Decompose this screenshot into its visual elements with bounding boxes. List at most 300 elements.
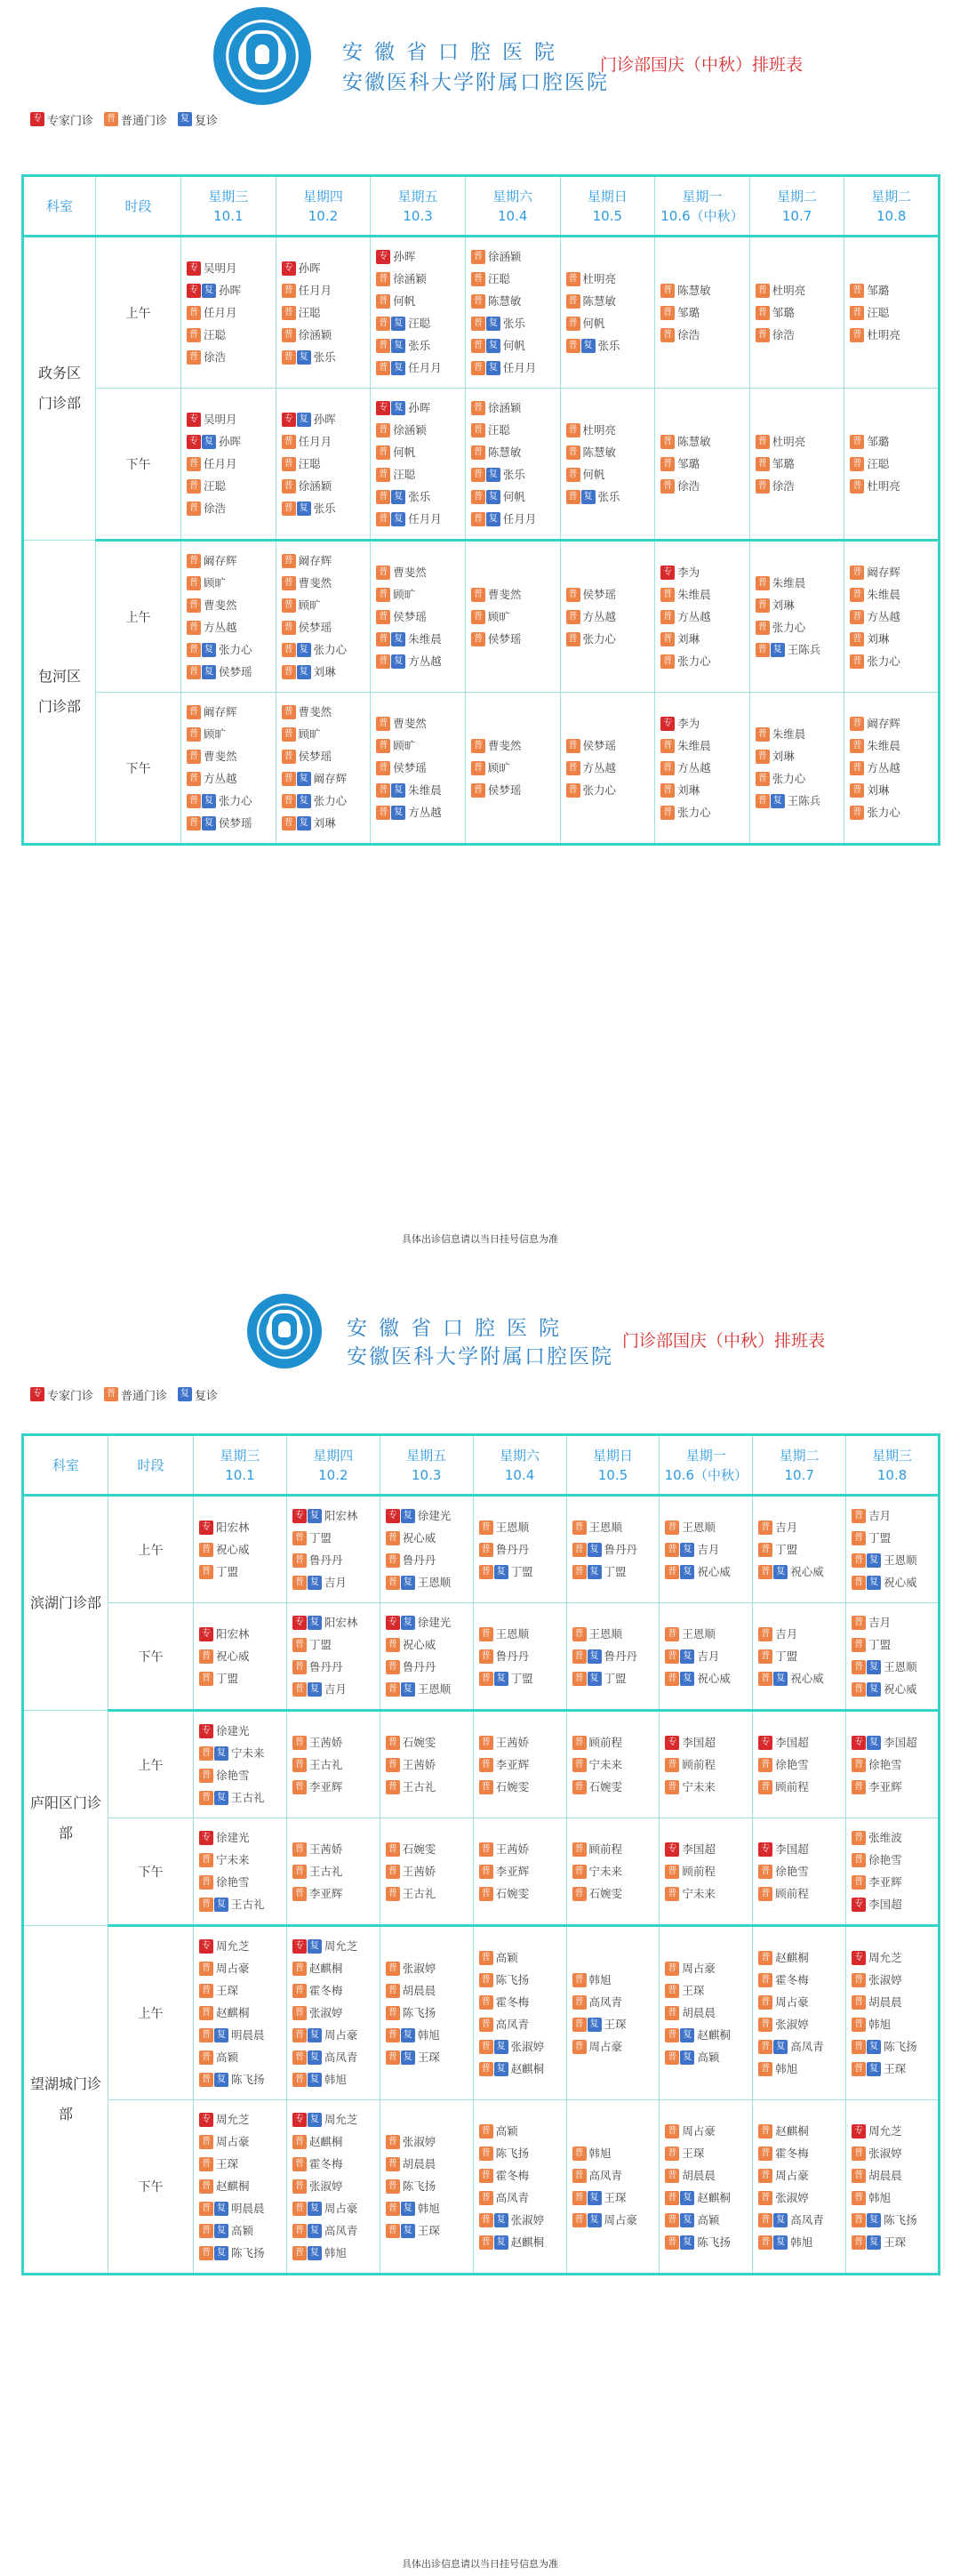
legend-expert <box>30 111 93 128</box>
followup-tag-icon: 复 <box>867 1682 881 1697</box>
day-schedule-cell <box>473 1711 566 1818</box>
general-tag-icon: 普 <box>852 2169 866 2183</box>
day-schedule-cell <box>749 541 844 693</box>
general-tag-icon: 普 <box>665 1887 679 1901</box>
doctor-name: 朱维晨 <box>677 587 711 601</box>
general-tag-icon: 普 <box>665 2213 679 2227</box>
general-tag-icon: 普 <box>282 435 296 449</box>
doctor-name: 王琛 <box>417 2050 440 2064</box>
general-tag-icon: 普 <box>852 2191 866 2205</box>
doctor-entry <box>850 432 934 452</box>
doctor-entry <box>572 1647 656 1666</box>
general-tag-icon: 普 <box>199 1875 213 1890</box>
doctor-entry <box>282 791 367 811</box>
general-tag-icon: 普 <box>104 1387 118 1401</box>
doctor-name: 王恩顺 <box>682 1520 716 1534</box>
doctor-name: 张乐 <box>408 490 431 503</box>
doctor-entry <box>850 607 934 627</box>
day-schedule-cell <box>844 237 940 389</box>
general-tag-icon: 普 <box>292 2179 307 2194</box>
doctor-entry <box>852 1948 934 1968</box>
doctor-entry <box>187 281 272 301</box>
day-schedule-cell <box>560 389 655 541</box>
general-tag-icon: 普 <box>756 457 770 471</box>
followup-tag-icon: 复 <box>401 2050 415 2065</box>
general-tag-icon: 普 <box>665 1672 679 1686</box>
followup-tag-icon: 复 <box>297 413 311 427</box>
doctor-entry <box>758 1755 842 1775</box>
day-schedule-cell <box>276 237 371 389</box>
doctor-entry <box>199 2048 283 2067</box>
doctor-entry <box>376 421 461 440</box>
doctor-name: 张淑婷 <box>868 1972 902 1986</box>
doctor-entry <box>479 2233 563 2252</box>
followup-tag-icon: 复 <box>581 339 596 353</box>
general-tag-icon: 普 <box>852 1553 866 1568</box>
hospital-affiliate-name: 安徽医科大学附属口腔医院 <box>342 71 609 94</box>
doctor-name: 刘琳 <box>313 665 336 678</box>
department-name: 望湖城门诊 部 <box>23 1926 108 2275</box>
schedule-row <box>23 1818 940 1926</box>
doctor-entry <box>471 358 556 378</box>
doctor-name: 刘琳 <box>677 782 700 797</box>
doctor-name: 曹斐然 <box>487 587 522 601</box>
weekday-label: 星期四 <box>313 1447 354 1464</box>
doctor-name: 吉月 <box>697 1649 720 1663</box>
followup-tag-icon: 复 <box>297 643 311 657</box>
general-tag-icon: 普 <box>386 2179 400 2194</box>
followup-tag-icon: 复 <box>680 2235 694 2250</box>
doctor-entry <box>199 1766 283 1786</box>
legend-general <box>104 111 167 128</box>
doctor-entry <box>660 781 746 800</box>
doctor-name: 霍冬梅 <box>308 1984 343 1997</box>
general-tag-icon: 普 <box>187 816 201 831</box>
doctor-name: 王茜娇 <box>402 1864 436 1878</box>
schedule-row <box>23 1926 940 2100</box>
doctor-entry <box>850 325 934 345</box>
doctor-name: 孙晖 <box>298 261 321 275</box>
doctor-entry <box>665 1884 748 1904</box>
general-tag-icon: 普 <box>471 512 485 526</box>
doctor-entry <box>471 487 556 507</box>
doctor-entry <box>758 1669 842 1689</box>
doctor-entry <box>479 1948 563 1968</box>
doctor-entry <box>282 596 367 615</box>
doctor-entry <box>660 563 746 582</box>
doctor-entry <box>665 1540 748 1560</box>
doctor-name: 石婉雯 <box>588 1779 623 1794</box>
doctor-name: 王恩顺 <box>588 1520 623 1534</box>
doctor-entry <box>199 2243 283 2263</box>
expert-tag-icon: 专 <box>187 284 201 298</box>
general-tag-icon: 普 <box>376 610 390 624</box>
general-tag-icon: 普 <box>665 2124 679 2139</box>
doctor-entry <box>850 714 934 734</box>
general-tag-icon: 普 <box>199 1565 213 1579</box>
hospital-affiliate-name: 安徽医科大学附属口腔医院 <box>347 1345 613 1368</box>
column-header-period: 时段 <box>96 176 181 237</box>
day-schedule-cell <box>846 1926 940 2100</box>
doctor-name: 高凤青 <box>790 2039 824 2053</box>
doctor-entry <box>758 1840 842 1859</box>
doctor-entry <box>660 432 746 452</box>
doctor-entry <box>376 758 461 778</box>
doctor-name: 徐涵颖 <box>487 401 522 414</box>
doctor-entry <box>292 2199 376 2219</box>
doctor-entry <box>199 1828 283 1848</box>
doctor-name: 周允芝 <box>216 1939 250 1953</box>
general-tag-icon: 普 <box>386 1780 400 1794</box>
doctor-entry <box>479 1778 563 1797</box>
general-tag-icon: 普 <box>292 2157 307 2171</box>
expert-tag-icon: 专 <box>852 1951 866 1965</box>
schedule-title: 门诊部国庆（中秋）排班表 <box>622 1331 826 1351</box>
doctor-entry <box>850 281 934 301</box>
doctor-name: 丁盟 <box>604 1564 627 1578</box>
doctor-entry <box>187 477 272 496</box>
general-tag-icon: 普 <box>386 1553 400 1568</box>
general-tag-icon: 普 <box>852 1682 866 1697</box>
doctor-name: 任月月 <box>408 512 442 526</box>
doctor-entry <box>665 2026 748 2045</box>
column-header-day <box>473 1435 566 1496</box>
doctor-name: 石婉雯 <box>495 1886 530 1900</box>
day-schedule-cell <box>194 1496 287 1603</box>
doctor-entry <box>282 640 367 660</box>
doctor-name: 王古礼 <box>231 1898 265 1911</box>
followup-tag-icon: 复 <box>588 1649 602 1664</box>
doctor-entry <box>292 1862 376 1882</box>
doctor-name: 周占豪 <box>588 2039 623 2053</box>
general-tag-icon: 普 <box>471 250 485 264</box>
doctor-name: 陈飞扬 <box>884 2212 917 2227</box>
day-schedule-cell <box>753 2100 846 2275</box>
general-tag-icon: 普 <box>292 1531 307 1545</box>
doctor-entry <box>187 499 272 518</box>
date-label: 10.4 <box>504 1466 535 1483</box>
doctor-entry <box>292 1755 376 1775</box>
doctor-entry <box>282 259 367 278</box>
general-tag-icon: 普 <box>852 1973 866 1987</box>
doctor-entry <box>386 1680 469 1699</box>
doctor-entry <box>572 2166 656 2186</box>
followup-tag-icon: 复 <box>308 2202 322 2216</box>
doctor-entry <box>479 1840 563 1859</box>
doctor-entry <box>566 607 652 627</box>
doctor-entry <box>572 1733 656 1753</box>
general-tag-icon: 普 <box>292 1887 307 1901</box>
doctor-entry <box>572 1562 656 1582</box>
legend-followup-label: 复诊 <box>195 114 219 128</box>
doctor-entry <box>282 725 367 744</box>
doctor-name: 石婉雯 <box>402 1842 436 1856</box>
general-tag-icon: 普 <box>758 1887 772 1901</box>
doctor-entry <box>292 1506 376 1526</box>
doctor-entry <box>850 563 934 582</box>
doctor-entry <box>199 1647 283 1666</box>
doctor-entry <box>660 803 746 823</box>
general-tag-icon: 普 <box>758 1865 772 1879</box>
general-tag-icon: 普 <box>471 445 485 460</box>
doctor-name: 李亚辉 <box>495 1864 530 1878</box>
doctor-entry <box>376 398 461 418</box>
doctor-entry <box>187 410 272 429</box>
doctor-entry <box>756 747 841 766</box>
doctor-entry <box>852 1680 934 1699</box>
doctor-entry <box>187 303 272 323</box>
doctor-entry <box>572 1840 656 1859</box>
general-tag-icon: 普 <box>665 1984 679 1998</box>
day-schedule-cell <box>473 1818 566 1926</box>
general-tag-icon: 普 <box>572 2147 587 2161</box>
general-tag-icon: 普 <box>756 750 770 764</box>
general-tag-icon: 普 <box>376 512 390 526</box>
expert-tag-icon: 专 <box>199 1521 213 1535</box>
general-tag-icon: 普 <box>386 2202 400 2216</box>
day-schedule-cell <box>660 2100 753 2275</box>
doctor-entry <box>566 758 652 778</box>
doctor-entry <box>572 1970 656 1990</box>
doctor-entry <box>852 1573 934 1593</box>
general-tag-icon: 普 <box>572 2213 587 2227</box>
general-tag-icon: 普 <box>850 284 864 298</box>
column-header-period: 时段 <box>108 1435 194 1496</box>
general-tag-icon: 普 <box>479 1627 493 1641</box>
date-label: 10.7 <box>781 207 812 224</box>
followup-tag-icon: 复 <box>214 2246 228 2260</box>
doctor-entry <box>850 454 934 474</box>
doctor-name: 张淑婷 <box>510 2039 545 2053</box>
doctor-name: 张乐 <box>502 317 525 330</box>
doctor-name: 徐涵颖 <box>393 423 427 437</box>
doctor-name: 高颖 <box>697 2050 720 2064</box>
general-tag-icon: 普 <box>572 1672 587 1686</box>
doctor-entry <box>386 1840 469 1859</box>
general-tag-icon: 普 <box>282 772 296 786</box>
doctor-name: 张力心 <box>677 654 711 668</box>
general-tag-icon: 普 <box>665 1565 679 1579</box>
general-tag-icon: 普 <box>376 717 390 731</box>
general-tag-icon: 普 <box>386 1660 400 1674</box>
general-tag-icon: 普 <box>852 1758 866 1772</box>
day-schedule-cell <box>753 1818 846 1926</box>
expert-tag-icon: 专 <box>758 1736 772 1750</box>
column-header-day <box>286 1435 380 1496</box>
general-tag-icon: 普 <box>376 588 390 602</box>
doctor-name: 赵麒桐 <box>697 2028 731 2042</box>
doctor-name: 王古礼 <box>402 1779 436 1794</box>
expert-tag-icon: 专 <box>282 413 296 427</box>
doctor-entry <box>282 432 367 452</box>
followup-tag-icon: 复 <box>867 1660 881 1674</box>
hospital-name: 安徽省口腔医院 <box>342 41 566 64</box>
general-tag-icon: 普 <box>852 1831 866 1845</box>
doctor-name: 王琛 <box>216 2157 239 2171</box>
doctor-entry <box>292 1937 376 1956</box>
general-tag-icon: 普 <box>282 502 296 516</box>
doctor-entry <box>292 2177 376 2196</box>
followup-tag-icon: 复 <box>773 1672 788 1686</box>
doctor-name: 吴明月 <box>204 261 237 275</box>
doctor-name: 李国超 <box>868 1898 902 1911</box>
general-tag-icon: 普 <box>660 739 675 753</box>
general-tag-icon: 普 <box>282 665 296 679</box>
doctor-name: 朱维晨 <box>772 576 806 590</box>
doctor-entry <box>376 358 461 378</box>
doctor-entry <box>566 314 652 333</box>
doctor-name: 赵麒桐 <box>510 2061 545 2075</box>
general-tag-icon: 普 <box>292 1553 307 1568</box>
doctor-name: 陈慧敏 <box>582 445 617 459</box>
doctor-name: 刘琳 <box>772 750 795 763</box>
doctor-entry <box>852 2166 934 2186</box>
doctor-entry <box>479 2211 563 2230</box>
doctor-entry <box>292 2155 376 2174</box>
doctor-name: 周允芝 <box>324 1939 358 1953</box>
doctor-name: 徐涵颖 <box>487 250 522 263</box>
doctor-name: 阚存辉 <box>298 554 332 567</box>
doctor-entry <box>187 574 272 593</box>
doctor-entry <box>756 618 841 638</box>
schedule-row <box>23 2100 940 2275</box>
doctor-name: 徐艳雪 <box>216 1875 250 1889</box>
weekday-label: 星期六 <box>492 188 533 205</box>
general-tag-icon: 普 <box>376 632 390 646</box>
general-tag-icon: 普 <box>852 1576 866 1590</box>
doctor-entry <box>665 1518 748 1537</box>
doctor-entry <box>852 1873 934 1892</box>
doctor-entry <box>386 1529 469 1548</box>
doctor-entry <box>572 2188 656 2208</box>
doctor-name: 胡晨晨 <box>868 1994 902 2009</box>
doctor-name: 朱维晨 <box>677 738 711 752</box>
general-tag-icon: 普 <box>471 761 485 775</box>
doctor-entry <box>572 1518 656 1537</box>
doctor-name: 陈慧敏 <box>487 445 522 459</box>
general-tag-icon: 普 <box>376 566 390 580</box>
doctor-name: 宁未来 <box>231 1746 265 1760</box>
doctor-name: 周占豪 <box>604 2212 638 2227</box>
general-tag-icon: 普 <box>376 783 390 798</box>
followup-tag-icon: 复 <box>867 1553 881 1568</box>
doctor-entry <box>471 336 556 356</box>
date-label: 10.3 <box>403 207 433 224</box>
followup-tag-icon: 复 <box>773 2235 788 2250</box>
doctor-entry <box>758 1884 842 1904</box>
doctor-name: 周允芝 <box>868 1950 902 1964</box>
doctor-entry <box>376 269 461 289</box>
doctor-name: 石婉雯 <box>402 1735 436 1749</box>
doctor-name: 顾旷 <box>204 576 227 590</box>
general-tag-icon: 普 <box>292 2050 307 2065</box>
general-tag-icon: 普 <box>282 794 296 808</box>
doctor-name: 韩旭 <box>868 2017 892 2031</box>
doctor-entry <box>852 1551 934 1570</box>
general-tag-icon: 普 <box>572 2018 587 2032</box>
doctor-entry <box>852 1850 934 1870</box>
doctor-name: 方丛越 <box>867 609 900 623</box>
general-tag-icon: 普 <box>187 643 201 657</box>
doctor-name: 侯梦瑶 <box>298 750 332 763</box>
weekday-label: 星期三 <box>220 1447 260 1464</box>
doctor-entry <box>471 736 556 756</box>
general-tag-icon: 普 <box>292 2135 307 2149</box>
doctor-name: 顾旷 <box>487 760 510 774</box>
followup-tag-icon: 复 <box>297 665 311 679</box>
general-tag-icon: 普 <box>187 554 201 568</box>
followup-tag-icon: 复 <box>771 643 785 657</box>
weekday-label: 星期日 <box>587 188 628 205</box>
doctor-entry <box>852 2037 934 2057</box>
doctor-entry <box>850 803 934 823</box>
general-tag-icon: 普 <box>187 621 201 635</box>
doctor-entry <box>665 2188 748 2208</box>
doctor-name: 李为 <box>677 716 700 730</box>
followup-tag-icon: 复 <box>401 1576 415 1590</box>
doctor-entry <box>199 1788 283 1808</box>
doctor-entry <box>282 348 367 367</box>
column-header-day <box>655 176 750 237</box>
doctor-entry <box>282 281 367 301</box>
general-tag-icon: 普 <box>479 2147 493 2161</box>
general-tag-icon: 普 <box>756 727 770 742</box>
doctor-name: 张力心 <box>867 805 900 819</box>
doctor-entry <box>292 1778 376 1797</box>
doctor-name: 任月月 <box>408 361 442 374</box>
doctor-name: 王琛 <box>604 2190 627 2204</box>
general-tag-icon: 普 <box>199 1769 213 1783</box>
doctor-name: 王茜娇 <box>495 1842 530 1856</box>
doctor-entry <box>386 1551 469 1570</box>
day-schedule-cell <box>465 237 560 389</box>
general-tag-icon: 普 <box>199 1791 213 1805</box>
doctor-name: 王茜娇 <box>402 1757 436 1771</box>
doctor-entry <box>199 1669 283 1689</box>
general-tag-icon: 普 <box>292 1780 307 1794</box>
general-tag-icon: 普 <box>386 2006 400 2020</box>
doctor-name: 汪聪 <box>408 317 431 330</box>
doctor-name: 任月月 <box>502 512 537 526</box>
followup-tag-icon: 复 <box>867 2213 881 2227</box>
general-tag-icon: 普 <box>572 1758 587 1772</box>
doctor-name: 祝心威 <box>216 1649 250 1663</box>
doctor-entry <box>292 1884 376 1904</box>
doctor-name: 陈慧敏 <box>487 294 522 308</box>
column-header-dept: 科室 <box>23 1435 108 1496</box>
day-schedule-cell <box>286 1926 380 2100</box>
doctor-entry <box>376 736 461 756</box>
day-schedule-cell <box>194 1711 287 1818</box>
doctor-name: 鲁丹丹 <box>402 1553 436 1567</box>
doctor-name: 顾前程 <box>588 1842 623 1856</box>
general-tag-icon: 普 <box>282 306 296 320</box>
general-tag-icon: 普 <box>758 1973 772 1987</box>
general-tag-icon: 普 <box>471 610 485 624</box>
doctor-name: 曹斐然 <box>298 576 332 590</box>
doctor-entry <box>376 510 461 529</box>
doctor-entry <box>199 2132 283 2152</box>
doctor-name: 汪聪 <box>204 327 227 341</box>
doctor-name: 徐涵颖 <box>298 478 332 493</box>
general-tag-icon: 普 <box>376 272 390 286</box>
doctor-name: 阚存辉 <box>204 554 237 567</box>
doctor-entry <box>479 1562 563 1582</box>
weekday-label: 星期五 <box>406 1447 447 1464</box>
general-tag-icon: 普 <box>852 2213 866 2227</box>
doctor-entry <box>572 1669 656 1689</box>
followup-tag-icon: 复 <box>308 1509 322 1523</box>
